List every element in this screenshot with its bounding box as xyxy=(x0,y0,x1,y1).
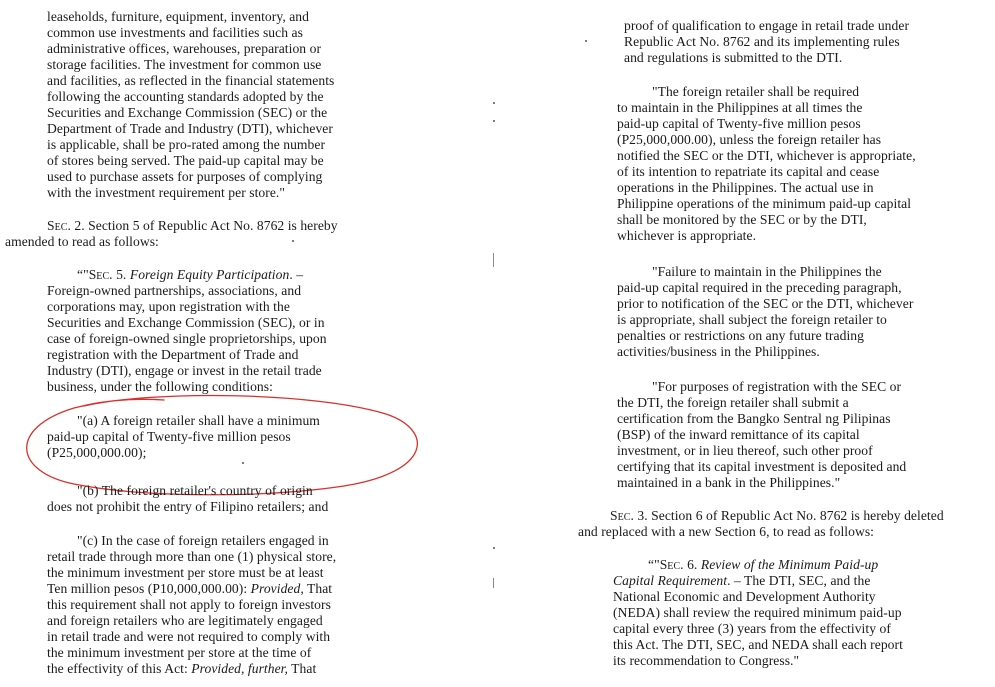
text-line: is applicable, shall be pro-rated among the number xyxy=(47,137,326,152)
text-line: common use investments and facilities such as xyxy=(47,25,303,40)
section-text: 2. Section 5 of Republic Act No. 8762 is hereby xyxy=(70,218,338,233)
text-line: Foreign-owned partnerships, associations, and xyxy=(47,283,302,298)
text-line: National Economic and Development Authority xyxy=(613,589,876,604)
section-heading-dash: . – xyxy=(289,267,304,282)
scan-mark xyxy=(493,253,494,267)
text-line: prior to notification of the SEC or the DTI, whichever xyxy=(617,296,914,311)
text-line: paid-up capital required in the preceding paragraph, xyxy=(617,280,902,295)
section-number: 5. xyxy=(112,267,130,282)
text-run: the effectivity of this Act: xyxy=(47,661,192,676)
text-line: (P25,000,000.00), unless the foreign retailer has xyxy=(617,132,882,147)
text-line: leaseholds, furniture, equipment, inventory, and xyxy=(47,9,309,24)
text-line xyxy=(610,508,944,524)
text-line: maintained in a bank in the Philippines." xyxy=(617,475,841,490)
text-line: (NEDA) shall review the required minimum paid-up xyxy=(613,605,902,620)
proviso-italic: Provided, xyxy=(250,581,304,596)
text-line: proof of qualification to engage in retail trade under xyxy=(624,18,910,33)
text-run: That xyxy=(287,661,317,676)
text-line: investment, or in lieu thereof, such other proof xyxy=(617,443,873,458)
scan-mark xyxy=(493,578,494,588)
quote-open: “ xyxy=(77,267,84,282)
text-line xyxy=(47,581,332,597)
text-line: and facilities, as reflected in the financial statements xyxy=(47,73,335,88)
scan-speck xyxy=(493,547,495,549)
text-line: does not prohibit the entry of Filipino retailers; and xyxy=(47,499,329,514)
text-line: used to purchase assets for purposes of complying xyxy=(47,169,323,184)
text-line: the DTI, the foreign retailer shall submit a xyxy=(617,395,849,410)
section-heading xyxy=(77,267,303,283)
text-line: "(a) A foreign retailer shall have a minimum xyxy=(77,413,320,428)
section-number: 6. xyxy=(683,557,701,572)
text-line: amended to read as follows: xyxy=(5,234,159,249)
text-line: retail trade through more than one (1) physical store, xyxy=(47,549,337,564)
text-line xyxy=(613,573,870,589)
scan-speck xyxy=(493,102,495,104)
scan-speck xyxy=(493,120,495,122)
text-line: case of foreign-owned single proprietorships, upon xyxy=(47,331,327,346)
text-line: this requirement shall not apply to foreign investors xyxy=(47,597,331,612)
text-line: paid-up capital of Twenty-five million pesos xyxy=(617,116,861,131)
text-line: whichever is appropriate. xyxy=(617,228,757,243)
text-line: administrative offices, warehouses, preparation or xyxy=(47,41,322,56)
proviso-italic: Provided, further, xyxy=(191,661,288,676)
section-text: 3. Section 6 of Republic Act No. 8762 is hereby deleted xyxy=(633,508,944,523)
text-line xyxy=(47,661,316,677)
text-line: (P25,000,000.00); xyxy=(47,445,147,460)
scan-speck xyxy=(292,240,294,242)
text-line: the minimum investment per store must be at least xyxy=(47,565,324,580)
text-line: Securities and Exchange Commission (SEC) or the xyxy=(47,105,328,120)
text-line: with the investment requirement per store." xyxy=(47,185,285,200)
text-line: and replaced with a new Section 6, to read as follows: xyxy=(578,524,875,539)
text-line: Industry (DTI), engage or invest in the retail trade xyxy=(47,363,322,378)
text-line: to maintain in the Philippines at all times the xyxy=(617,100,863,115)
text-line: registration with the Department of Trade and xyxy=(47,347,299,362)
section-title: Foreign Equity Participation xyxy=(129,267,290,282)
text-line: notified the SEC or the DTI, whichever is appropriate, xyxy=(617,148,916,163)
text-line: and foreign retailers who are legitimately engaged xyxy=(47,613,323,628)
text-line: certifying that its capital investment is deposited and xyxy=(617,459,907,474)
section-title-cont: Capital Requirement xyxy=(613,573,728,588)
text-line: certification from the Bangko Sentral ng Pilipinas xyxy=(617,411,891,426)
text-line: is appropriate, shall subject the foreign retailer to xyxy=(617,312,887,327)
text-line: "Failure to maintain in the Philippines the xyxy=(652,264,882,279)
text-line: "(b) The foreign retailer's country of origin xyxy=(77,483,313,498)
section-label: Sec. xyxy=(610,508,634,523)
text-line: in retail trade and were not required to comply with xyxy=(47,629,331,644)
text-line: of its intention to repatriate its capital and cease xyxy=(617,164,880,179)
text-run: . – The DTI, SEC, and the xyxy=(727,573,871,588)
text-line: and regulations is submitted to the DTI. xyxy=(624,50,843,65)
text-line: this Act. The DTI, SEC, and NEDA shall each report xyxy=(613,637,903,652)
text-line: shall be monitored by the SEC or by the DTI, xyxy=(617,212,867,227)
text-line: the minimum investment per store at the time of xyxy=(47,645,312,660)
text-line: (BSP) of the inward remittance of its capital xyxy=(617,427,860,442)
text-line: "For purposes of registration with the SEC or xyxy=(652,379,902,394)
text-line: operations in the Philippines. The actual use in xyxy=(617,180,874,195)
section-title: Review of the Minimum Paid-up xyxy=(700,557,879,572)
text-line: of stores being served. The paid-up capital may be xyxy=(47,153,324,168)
text-line: its recommendation to Congress." xyxy=(613,653,800,668)
quote-open: “ xyxy=(648,557,655,572)
text-line: paid-up capital of Twenty-five million pesos xyxy=(47,429,291,444)
text-line: following the accounting standards adopted by the xyxy=(47,89,324,104)
text-line: Securities and Exchange Commission (SEC), or in xyxy=(47,315,325,330)
left-page-column xyxy=(0,0,490,687)
text-line: penalties or restrictions on any future trading xyxy=(617,328,864,343)
text-line: Department of Trade and Industry (DTI), whichever xyxy=(47,121,333,136)
text-line: business, under the following conditions: xyxy=(47,379,273,394)
section-label: Sec. xyxy=(47,218,71,233)
text-line: Republic Act No. 8762 and its implementing rules xyxy=(624,34,900,49)
section-heading xyxy=(648,557,878,573)
section-label: "Sec. xyxy=(83,267,113,282)
scan-speck xyxy=(242,462,244,464)
right-page-column xyxy=(500,0,995,687)
text-line: capital every three (3) years from the effectivity of xyxy=(613,621,891,636)
text-run: Ten million pesos (P10,000,000.00): xyxy=(47,581,251,596)
text-line xyxy=(47,218,338,234)
text-line: "(c) In the case of foreign retailers engaged in xyxy=(77,533,329,548)
text-line: "The foreign retailer shall be required xyxy=(652,84,860,99)
text-line: storage facilities. The investment for common use xyxy=(47,57,322,72)
text-line: corporations may, upon registration with the xyxy=(47,299,290,314)
text-line: activities/business in the Philippines. xyxy=(617,344,820,359)
text-line: Philippine operations of the minimum paid-up capital xyxy=(617,196,912,211)
text-run: That xyxy=(303,581,333,596)
section-label: "Sec. xyxy=(654,557,684,572)
